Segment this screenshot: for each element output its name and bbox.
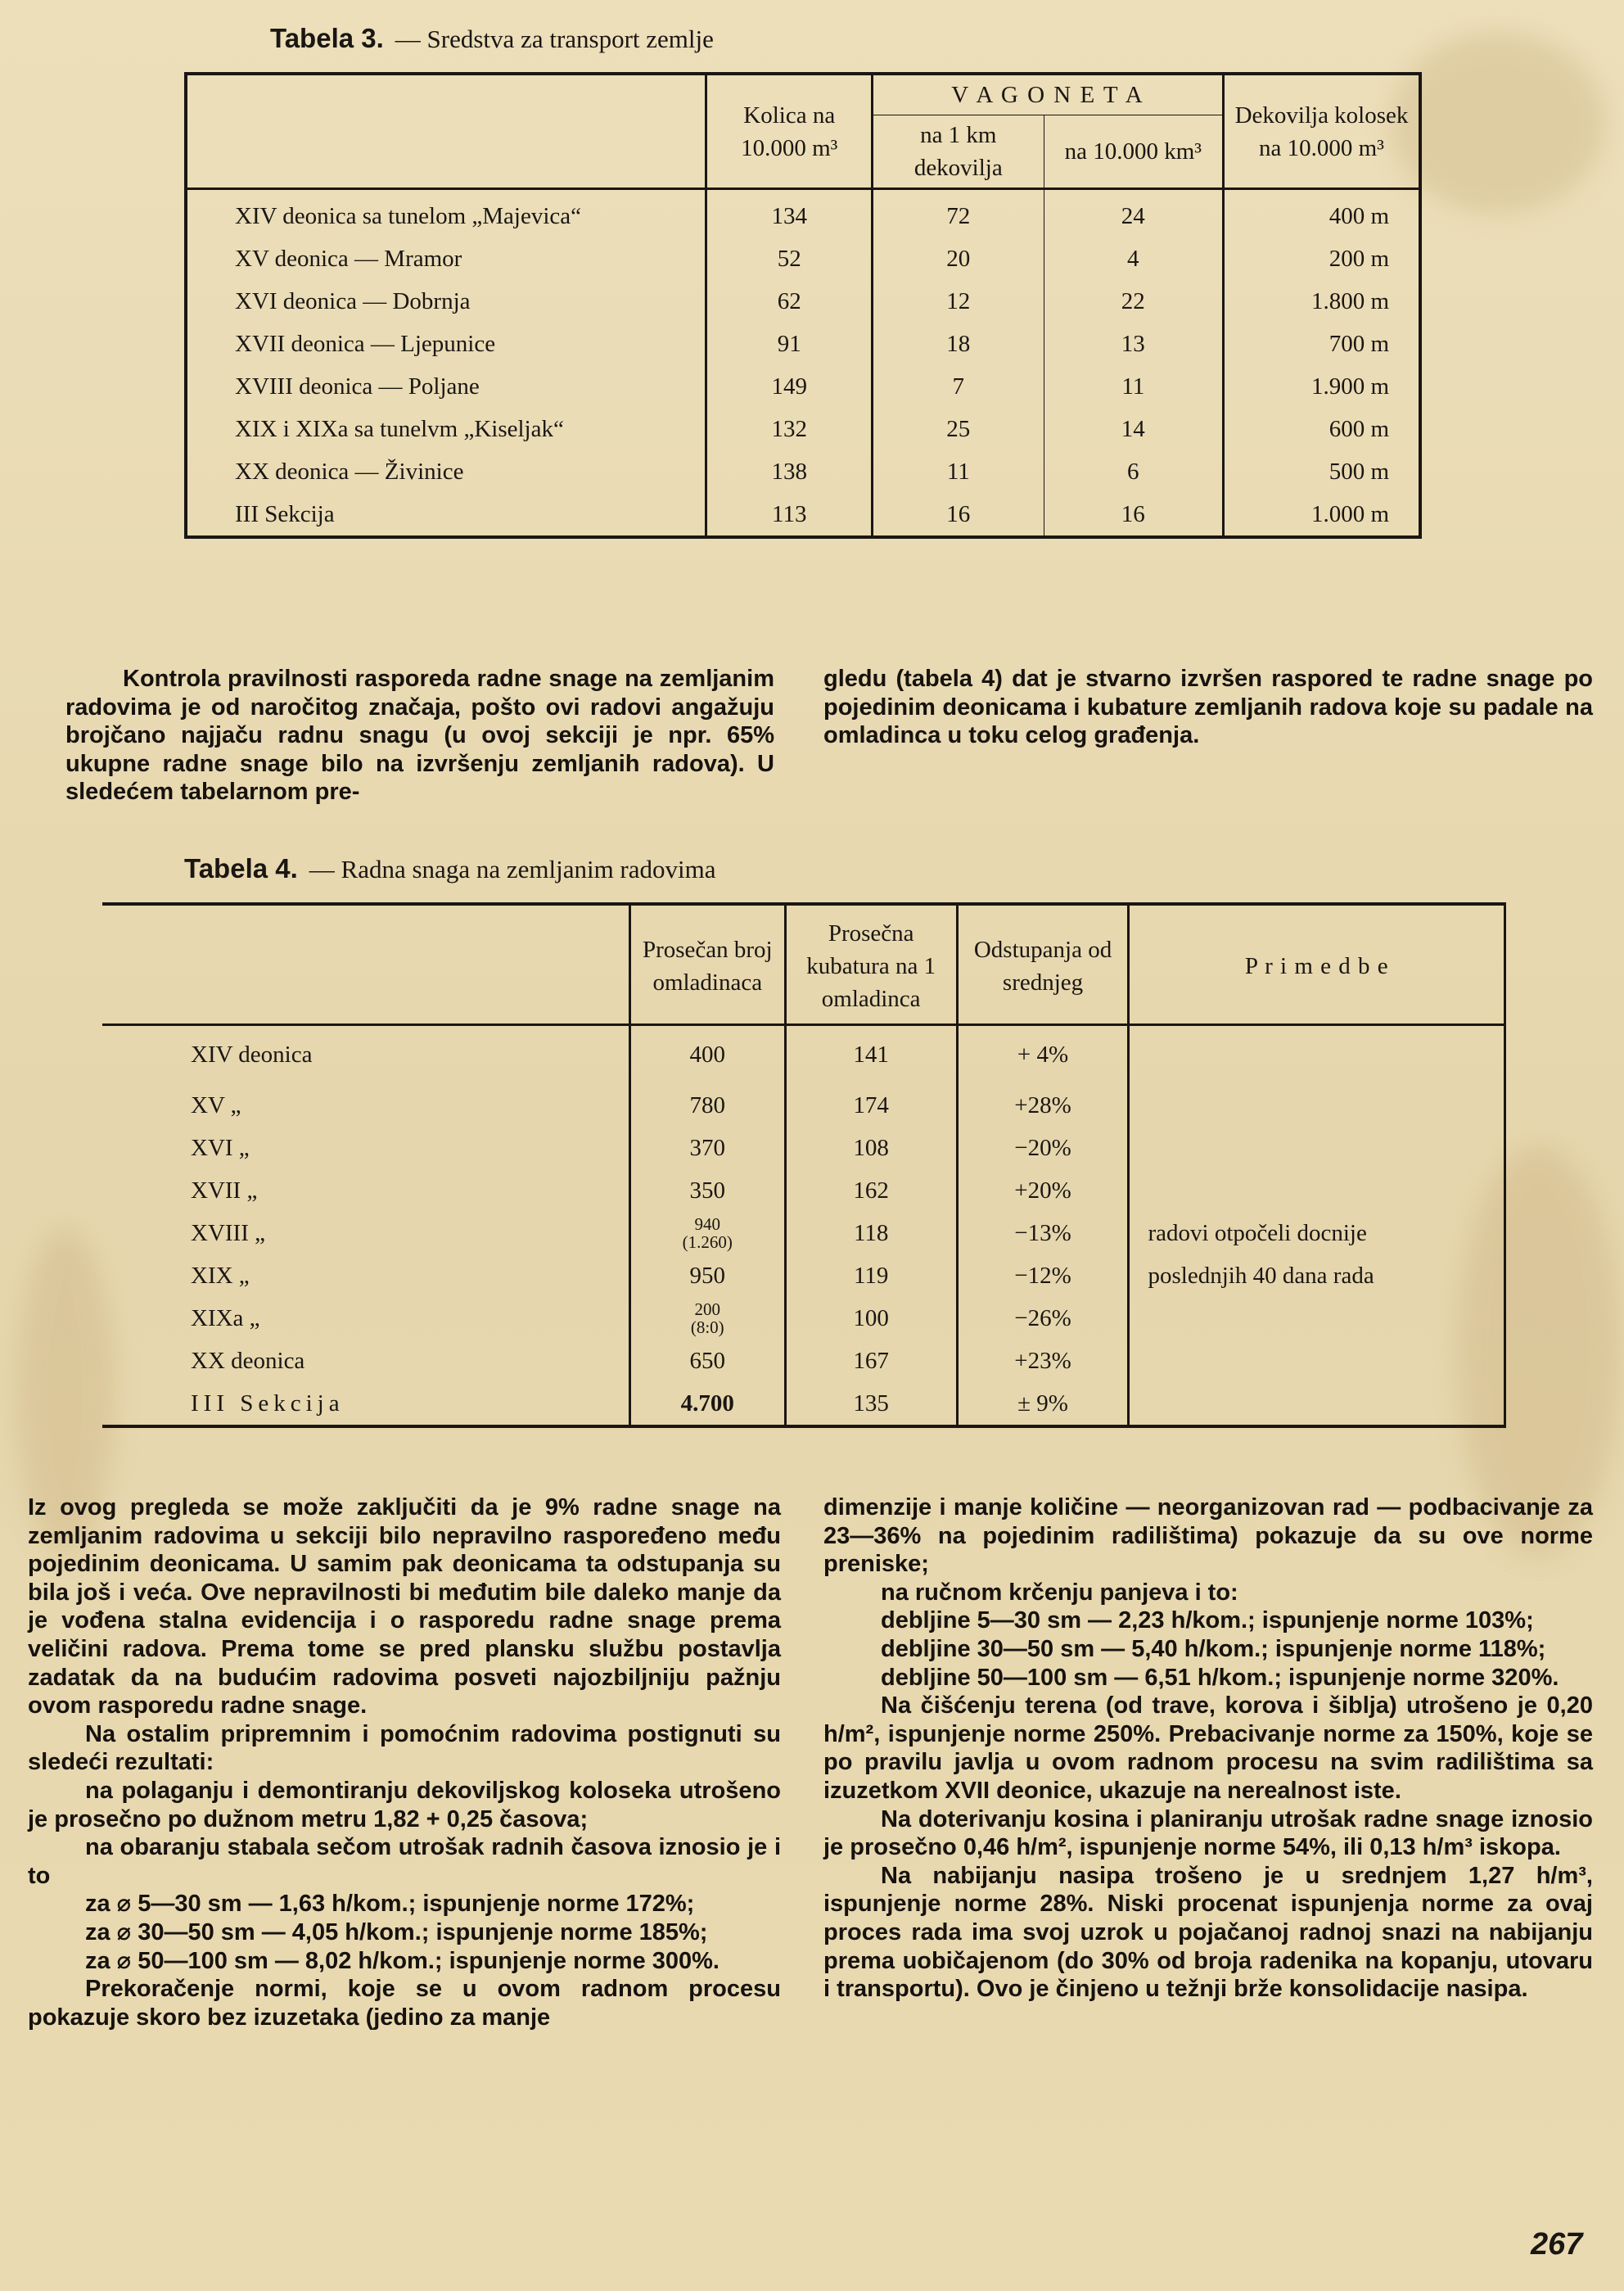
table3-cell-name: XV deonica — Mramor: [235, 246, 462, 272]
table4-cell-name: XVII „: [191, 1177, 258, 1204]
table4-cell-kubatura: 119: [785, 1254, 957, 1297]
body-column-left: [28, 1493, 781, 2031]
table4-broj-sub: (1.260): [682, 1231, 733, 1252]
intro-paragraph-left: [65, 665, 774, 807]
body-paragraph: Na čišćenju terena (od trave, korova i šiblja) utrošeno je 0,20 h/m², ispunjenje norme 250%. Prebacivanje norme za 150%, koje se po pravilu javlja u ovom radnom procesu na svim radilištima sa izuzetkom XVII deonice, ukazuje na nerealnost iste.: [823, 1692, 1593, 1804]
table4-broj-sub: (8:0): [690, 1317, 724, 1337]
table4-title: — Radna snaga na zemljanim radovima: [309, 855, 716, 883]
table4-cell-broj: [629, 1340, 785, 1382]
table4-cell-broj: [629, 1084, 785, 1127]
body-paragraph: na ručnom krčenju panjeva i to:: [881, 1579, 1238, 1606]
table3-cell-name: XVIII deonica — Poljane: [235, 373, 480, 400]
table4-header-broj: Prosečan broj omladinaca: [629, 904, 785, 1025]
table3-title: — Sredstva za transport zemlje: [395, 25, 714, 53]
table3-cell-kolica: 132: [706, 408, 873, 450]
table4-cell-kubatura: 100: [785, 1297, 957, 1340]
table3-cell-vag-km: 72: [872, 189, 1044, 238]
table3: [184, 72, 1422, 539]
table4-cell-odstupanja: −26%: [957, 1297, 1129, 1340]
table4-header-kubatura: Prosečna kubatura na 1 omladinca: [785, 904, 957, 1025]
table4-cell-odstupanja: ± 9%: [957, 1382, 1129, 1426]
table3-cell-dekovilja: 1.000 m: [1223, 493, 1420, 537]
table3-cell-name: XVI deonica — Dobrnja: [235, 288, 471, 314]
body-paragraph: debljine 5—30 sm — 2,23 h/kom.; ispunjenje norme 103%;: [881, 1607, 1534, 1634]
table4-cell-name: XIXa „: [191, 1304, 260, 1331]
table4-body: [102, 1025, 1505, 1426]
table3-cell-vag-km: 7: [872, 365, 1044, 408]
table4-cell-broj: [629, 1212, 785, 1254]
body-column-right: [823, 1493, 1593, 2004]
table4-cell-odstupanja: +28%: [957, 1084, 1129, 1127]
table3-cell-vag-km: 11: [872, 450, 1044, 493]
table4-cell-broj: [629, 1297, 785, 1340]
table3-cell-kolica: 134: [706, 189, 873, 238]
table3-cell-vag-km: 18: [872, 323, 1044, 365]
table4-cell-name: XIV deonica: [191, 1042, 313, 1069]
table3-cell-name: XIV deonica sa tunelom „Majevica“: [235, 203, 582, 229]
table4-broj-value: 350: [689, 1177, 726, 1204]
table3-header-vag-km: na 1 km dekovilja: [872, 115, 1044, 189]
table3-cell-dekovilja: 700 m: [1223, 323, 1420, 365]
table4-cell-odstupanja: +23%: [957, 1340, 1129, 1382]
table3-caption: [270, 23, 714, 54]
body-paragraph: Iz ovog pregleda se može zaključiti da je 9% radne snage na zemljanim radovima u sekciji bilo nepravilno raspoređeno među pojedinim deonicama. U samim pak deonicama ta odstupanja su bila još i veća. Ove nepravilnosti bi međutim bile daleko manje da je vođena stalna evidencija i o rasporedu radne snage prema veličini radova. Prema tome se pred plansku službu postavlja zadatak da na budućim radovima posveti najozbiljniju pažnju ovom rasporedu radne snage.: [28, 1494, 781, 1719]
table3-cell-name: III Sekcija: [235, 501, 335, 527]
table4-cell-primedba: [1129, 1025, 1505, 1084]
body-paragraph: Na nabijanju nasipa trošeno je u srednjem 1,27 h/m³, ispunjenje norme 28%. Niski procenat ispunjenja norme za ovaj proces rada ima svoj uzrok u pojačanoj radnoj snazi na nabijanju prema uobičajenom (do 30% od broja radenika na kopanju, utovaru i transportu). Ovo je činjeno u težnji brže konsolidacije nasipa.: [823, 1862, 1593, 2003]
table4-cell-primedba: [1129, 1169, 1505, 1212]
table3-cell-vag-10000: 6: [1044, 450, 1223, 493]
table4-cell-primedba: radovi otpočeli docnije: [1129, 1212, 1505, 1254]
table4-cell-name: XV „: [191, 1091, 241, 1118]
table4-cell-kubatura: 118: [785, 1212, 957, 1254]
table4-cell-broj: [629, 1025, 785, 1084]
table4-row: [102, 1254, 1505, 1297]
table3-cell-kolica: 138: [706, 450, 873, 493]
table3-cell-vag-km: 25: [872, 408, 1044, 450]
table4: [102, 902, 1506, 1428]
body-paragraph: za ⌀ 5—30 sm — 1,63 h/kom.; ispunjenje norme 172%;: [85, 1891, 695, 1918]
table4-broj-value: 650: [689, 1347, 726, 1374]
table3-row: [186, 189, 1420, 238]
table3-row: [186, 408, 1420, 450]
table3-cell-vag-km: 16: [872, 493, 1044, 537]
table4-cell-primedba: [1129, 1382, 1505, 1426]
table3-cell-name: XVII deonica — Ljepunice: [235, 331, 496, 357]
table3-header-kolica: Kolica na 10.000 m³: [706, 74, 873, 189]
body-paragraph: Na doterivanju kosina i planiranju utrošak radne snage iznosio je prosečno 0,46 h/m², ispunjenje norme 54%, ili 0,13 h/m³ iskopa.: [823, 1805, 1593, 1861]
table3-cell-dekovilja: 400 m: [1223, 189, 1420, 238]
body-paragraph: Na ostalim pripremnim i pomoćnim radovima postignuti su sledeći rezultati:: [28, 1720, 781, 1776]
table4-cell-kubatura: 141: [785, 1025, 957, 1084]
table4-broj-value: 4.700: [680, 1390, 734, 1417]
table3-row: [186, 450, 1420, 493]
table3-cell-vag-10000: 11: [1044, 365, 1223, 408]
table4-row: [102, 1382, 1505, 1426]
table4-broj-value: 400: [689, 1042, 726, 1069]
table4-broj-value: 200: [694, 1299, 721, 1319]
table4-cell-primedba: [1129, 1127, 1505, 1169]
table3-row: [186, 323, 1420, 365]
table4-cell-primedba: poslednjih 40 dana rada: [1129, 1254, 1505, 1297]
table4-cell-broj: [629, 1127, 785, 1169]
table3-header-vagoneta: V A G O N E T A: [872, 74, 1223, 115]
table4-cell-name: XX deonica: [191, 1347, 305, 1374]
body-paragraph: za ⌀ 30—50 sm — 4,05 h/kom.; ispunjenje norme 185%;: [85, 1918, 708, 1945]
paper-stain: [1392, 33, 1604, 213]
table3-header-vag-10000: na 10.000 km³: [1044, 115, 1223, 189]
table3-cell-vag-10000: 13: [1044, 323, 1223, 365]
table4-cell-kubatura: 108: [785, 1127, 957, 1169]
table4-row: [102, 1212, 1505, 1254]
table3-cell-dekovilja: 200 m: [1223, 237, 1420, 280]
table4-cell-broj: [629, 1254, 785, 1297]
table4-row: [102, 1025, 1505, 1084]
table3-cell-dekovilja: 1.900 m: [1223, 365, 1420, 408]
table4-cell-broj: [629, 1169, 785, 1212]
table3-cell-dekovilja: 500 m: [1223, 450, 1420, 493]
table3-cell-name: XX deonica — Živinice: [235, 459, 464, 485]
table4-row: [102, 1084, 1505, 1127]
body-paragraph: za ⌀ 50—100 sm — 8,02 h/kom.; ispunjenje norme 300%.: [85, 1947, 720, 1974]
table3-header-dekovilja: Dekovilja kolosek na 10.000 m³: [1223, 74, 1420, 189]
table3-cell-vag-10000: 4: [1044, 237, 1223, 280]
table3-cell-kolica: 149: [706, 365, 873, 408]
table4-row: [102, 1340, 1505, 1382]
table4-cell-primedba: [1129, 1297, 1505, 1340]
table4-header-primedbe: P r i m e d b e: [1129, 904, 1505, 1025]
table4-cell-odstupanja: + 4%: [957, 1025, 1129, 1084]
table4-row: [102, 1169, 1505, 1212]
table4-cell-broj: [629, 1382, 785, 1426]
table3-row: [186, 280, 1420, 323]
table4-broj-value: 950: [689, 1262, 726, 1289]
body-paragraph: na polaganju i demontiranju dekoviljskog koloseka utrošeno je prosečno po dužnom metru 1,82 + 0,25 časova;: [28, 1777, 781, 1832]
table4-broj-value: 370: [689, 1134, 726, 1161]
table3-row: [186, 237, 1420, 280]
body-paragraph: na obaranju stabala sečom utrošak radnih časova iznosio je i to: [28, 1834, 781, 1889]
table4-cell-primedba: [1129, 1340, 1505, 1382]
table4-cell-kubatura: 162: [785, 1169, 957, 1212]
table3-cell-kolica: 52: [706, 237, 873, 280]
intro-text-right: gledu (tabela 4) dat je stvarno izvršen raspored te radne snage po pojedinim deonicama i kubature zemljanih radova koje su padale na omladinca u toku celog građenja.: [823, 666, 1593, 749]
intro-text-left: Kontrola pravilnosti rasporeda radne snage na zemljanim radovima je od naročitog značaja, pošto ovi radovi angažuju brojčano najjaču radnu snagu (u ovoj sekciji je npr. 65% ukupne radne snage bilo na izvršenju zemljanih radova). U sledećem tabelarnom pre-: [65, 666, 774, 806]
table3-label: Tabela 3.: [270, 23, 384, 53]
table3-body: [186, 189, 1420, 538]
table4-cell-name: XVIII „: [191, 1219, 265, 1246]
table4-cell-name: XVI „: [191, 1134, 250, 1161]
intro-paragraph-right: [823, 665, 1593, 750]
table3-cell-dekovilja: 600 m: [1223, 408, 1420, 450]
table3-header-name: [186, 74, 706, 189]
table3-cell-vag-10000: 24: [1044, 189, 1223, 238]
table4-cell-kubatura: 135: [785, 1382, 957, 1426]
table3-cell-vag-10000: 22: [1044, 280, 1223, 323]
table3-cell-vag-10000: 14: [1044, 408, 1223, 450]
table3-cell-kolica: 113: [706, 493, 873, 537]
table4-cell-primedba: [1129, 1084, 1505, 1127]
table3-row: [186, 493, 1420, 537]
table4-broj-value: 940: [694, 1213, 721, 1234]
table3-cell-kolica: 91: [706, 323, 873, 365]
table3-cell-vag-km: 12: [872, 280, 1044, 323]
table4-label: Tabela 4.: [184, 853, 298, 883]
table4-row: [102, 1297, 1505, 1340]
table4-cell-kubatura: 167: [785, 1340, 957, 1382]
page-number: 267: [1531, 2227, 1583, 2262]
table4-header-odstupanja: Odstupanja od srednjeg: [957, 904, 1129, 1025]
table4-cell-name: XIX „: [191, 1262, 250, 1289]
table3-cell-dekovilja: 1.800 m: [1223, 280, 1420, 323]
table4-cell-odstupanja: −20%: [957, 1127, 1129, 1169]
table4-cell-odstupanja: −13%: [957, 1212, 1129, 1254]
table4-cell-odstupanja: +20%: [957, 1169, 1129, 1212]
body-paragraph: Prekoračenje normi, koje se u ovom radnom procesu pokazuje skoro bez izuzetaka (jedino za manje: [28, 1976, 781, 2031]
table4-caption: [184, 853, 716, 884]
table4-broj-value: 780: [689, 1091, 726, 1118]
table4-header-name: [102, 904, 629, 1025]
table4-row: [102, 1127, 1505, 1169]
table4-cell-name: III Sekcija: [191, 1390, 345, 1417]
body-paragraph: debljine 30—50 sm — 5,40 h/kom.; ispunjenje norme 118%;: [881, 1635, 1546, 1662]
table3-cell-vag-km: 20: [872, 237, 1044, 280]
table3-cell-name: XIX i XIXa sa tunelvm „Kiseljak“: [235, 416, 564, 442]
body-paragraph: dimenzije i manje količine — neorganizovan rad — podbacivanje za 23—36% na pojedinim radilištima) pokazuje da su ove norme preniske;: [823, 1494, 1593, 1578]
table3-row: [186, 365, 1420, 408]
table4-cell-odstupanja: −12%: [957, 1254, 1129, 1297]
table3-cell-vag-10000: 16: [1044, 493, 1223, 537]
table3-cell-kolica: 62: [706, 280, 873, 323]
body-paragraph: debljine 50—100 sm — 6,51 h/kom.; ispunjenje norme 320%.: [881, 1664, 1559, 1691]
table4-cell-kubatura: 174: [785, 1084, 957, 1127]
